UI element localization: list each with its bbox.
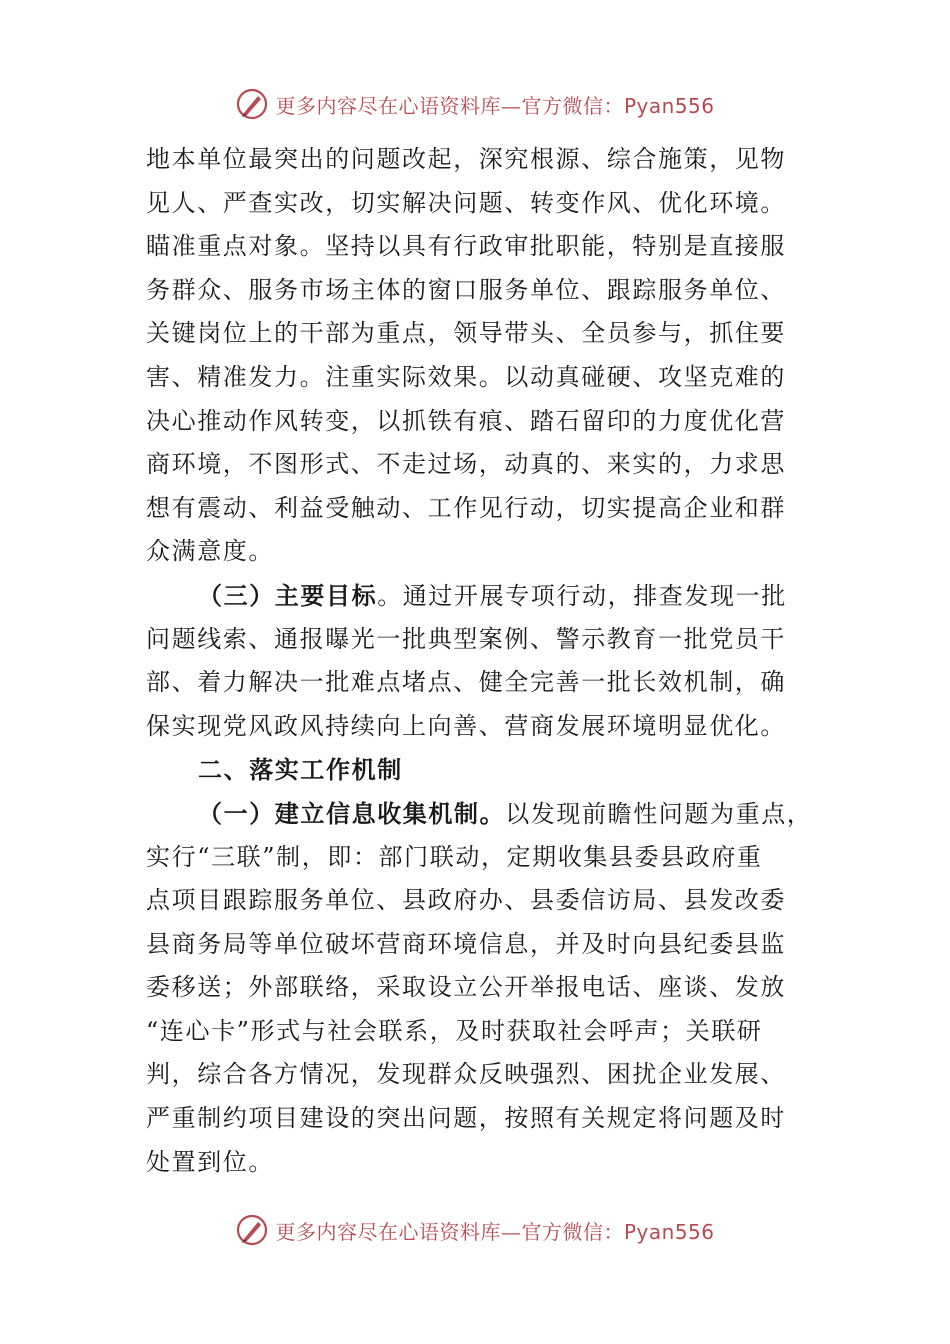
banner-text: 更多内容尽在心语资料库—官方微信：Pyan556 — [275, 1219, 715, 1244]
text-line: 部、着力解决一批难点堵点、健全完善一批长效机制，确 — [146, 668, 786, 697]
text-line: 严重制约项目建设的突出问题，按照有关规定将问题及时 — [146, 1104, 786, 1133]
paragraph-main-goals — [146, 574, 826, 748]
text-line: 想有震动、利益受触动、工作见行动，切实提高企业和群 — [146, 493, 786, 522]
text-line: 县商务局等单位破坏营商环境信息，并及时向县纪委县监 — [146, 929, 786, 958]
text-line: 委移送；外部联络，采取设立公开举报电话、座谈、发放 — [146, 973, 786, 1002]
banner-text: 更多内容尽在心语资料库—官方微信：Pyan556 — [275, 93, 715, 118]
section-heading: 二、落实工作机制 — [198, 755, 403, 785]
text-line: 关键岗位上的干部为重点，领导带头、全员参与，抓住要 — [146, 319, 786, 348]
document-body — [146, 138, 826, 1184]
paragraph — [146, 138, 826, 574]
text-line: （一）建立信息收集机制。以发现前瞻性问题为重点， — [198, 798, 813, 828]
text-line: 保实现党风政风持续向上向善、营商发展环境明显优化。 — [146, 711, 786, 740]
header-banner — [0, 84, 950, 124]
text-line: 众满意度。 — [146, 537, 274, 566]
text-line: （三）主要目标。通过开展专项行动，排查发现一批 — [198, 580, 787, 610]
text-line: 实行“三联”制，即：部门联动，定期收集县委县政府重 — [146, 842, 763, 871]
text-line: 害、精准发力。注重实际效果。以动真碰硬、攻坚克难的 — [146, 362, 786, 391]
text-line: 务群众、服务市场主体的窗口服务单位、跟踪服务单位、 — [146, 275, 786, 304]
text-line: 点项目跟踪服务单位、县政府办、县委信访局、县发改委 — [146, 886, 786, 915]
section-lead: （一）建立信息收集机制。 — [198, 798, 506, 828]
pen-logo-icon — [235, 87, 269, 121]
text-line: “连心卡”形式与社会联系，及时获取社会呼声；关联研 — [146, 1016, 763, 1045]
text-line: 见人、严查实改，切实解决问题、转变作风、优化环境。 — [146, 188, 786, 217]
text-line: 地本单位最突出的问题改起，深究根源、综合施策，见物 — [146, 145, 786, 173]
text-line: 问题线索、通报曝光一批典型案例、警示教育一批党员干 — [146, 624, 786, 653]
section-lead: （三）主要目标 — [198, 580, 378, 610]
text-line: 瞄准重点对象。坚持以具有行政审批职能，特别是直接服 — [146, 232, 786, 261]
text-line: 判，综合各方情况，发现群众反映强烈、困扰企业发展、 — [146, 1060, 786, 1089]
text-line: 决心推动作风转变，以抓铁有痕、踏石留印的力度优化营 — [146, 406, 786, 435]
pen-logo-icon — [235, 1213, 269, 1247]
footer-banner — [0, 1210, 950, 1250]
paragraph-info-collection — [146, 792, 826, 1184]
text-line: 处置到位。 — [146, 1147, 274, 1176]
text-line: 商环境，不图形式、不走过场，动真的、来实的，力求思 — [146, 450, 786, 479]
